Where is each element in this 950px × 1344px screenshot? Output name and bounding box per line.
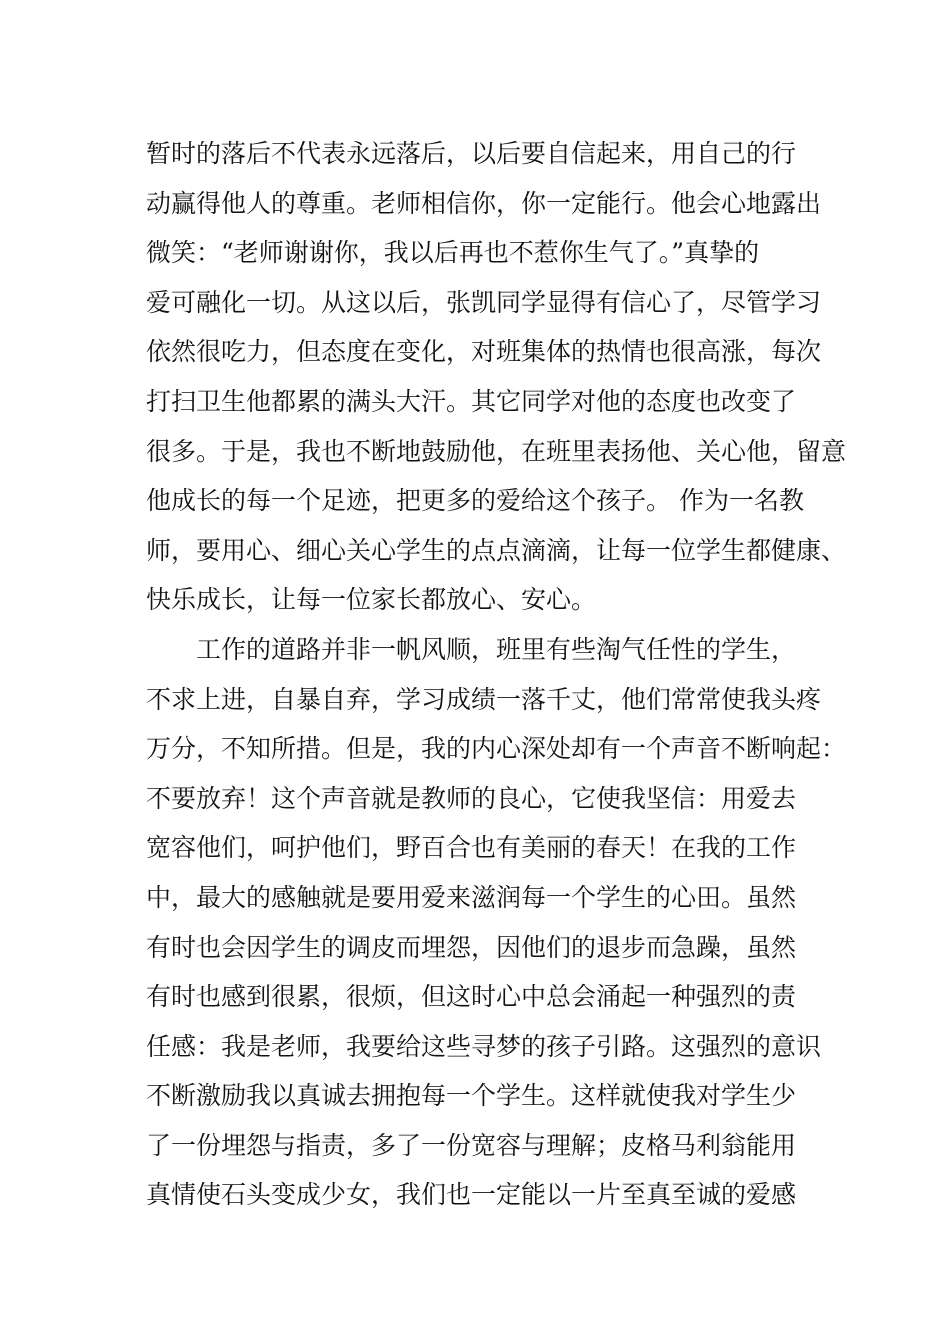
text-line: 爱可融化一切。从这以后，张凯同学显得有信心了，尽管学习 bbox=[146, 287, 822, 317]
text-line: 动赢得他人的尊重。老师相信你，你一定能行。他会心地露出 bbox=[146, 188, 822, 218]
text-line: 万分，不知所措。但是，我的内心深处却有一个声音不断响起： bbox=[146, 734, 847, 764]
text-line: 不断激励我以真诚去拥抱每一个学生。这样就使我对学生少 bbox=[146, 1081, 797, 1111]
text-line: 不要放弃！这个声音就是教师的良心，它使我坚信：用爱去 bbox=[146, 783, 797, 813]
body-text bbox=[146, 129, 847, 1220]
text-line: 宽容他们，呵护他们，野百合也有美丽的春天！在我的工作 bbox=[146, 833, 797, 863]
text-line: 中，最大的感触就是要用爱来滋润每一个学生的心田。虽然 bbox=[146, 882, 797, 912]
text-line: 有时也会因学生的调皮而埋怨，因他们的退步而急躁，虽然 bbox=[146, 932, 797, 962]
text-line: 打扫卫生他都累的满头大汗。其它同学对他的态度也改变了 bbox=[146, 386, 797, 416]
text-line: 任感：我是老师，我要给这些寻梦的孩子引路。这强烈的意识 bbox=[146, 1031, 822, 1061]
text-line: 依然很吃力，但态度在变化，对班集体的热情也很高涨，每次 bbox=[146, 337, 822, 367]
text-line: 不求上进，自暴自弃，学习成绩一落千丈，他们常常使我头疼 bbox=[146, 684, 822, 714]
text-line: 了一份埋怨与指责，多了一份宽容与理解；皮格马利翁能用 bbox=[146, 1130, 797, 1160]
text-line: 真情使石头变成少女，我们也一定能以一片至真至诚的爱感 bbox=[146, 1180, 797, 1210]
text-line: 他成长的每一个足迹，把更多的爱给这个孩子。 作为一名教 bbox=[146, 486, 804, 516]
text-line: 很多。于是，我也不断地鼓励他，在班里表扬他、关心他，留意 bbox=[146, 436, 847, 466]
text-line: 暂时的落后不代表永远落后，以后要自信起来，用自己的行 bbox=[146, 139, 797, 168]
text-line: 微笑：“老师谢谢你，我以后再也不惹你生气了。”真挚的 bbox=[146, 238, 760, 268]
text-line: 快乐成长，让每一位家长都放心、安心。 bbox=[146, 585, 597, 615]
text-line: 师，要用心、细心关心学生的点点滴滴，让每一位学生都健康、 bbox=[146, 535, 847, 565]
paragraph-start-line: 工作的道路并非一帆风顺，班里有些淘气任性的学生， bbox=[196, 634, 797, 664]
text-line: 有时也感到很累，很烦，但这时心中总会涌起一种强烈的责 bbox=[146, 982, 797, 1012]
